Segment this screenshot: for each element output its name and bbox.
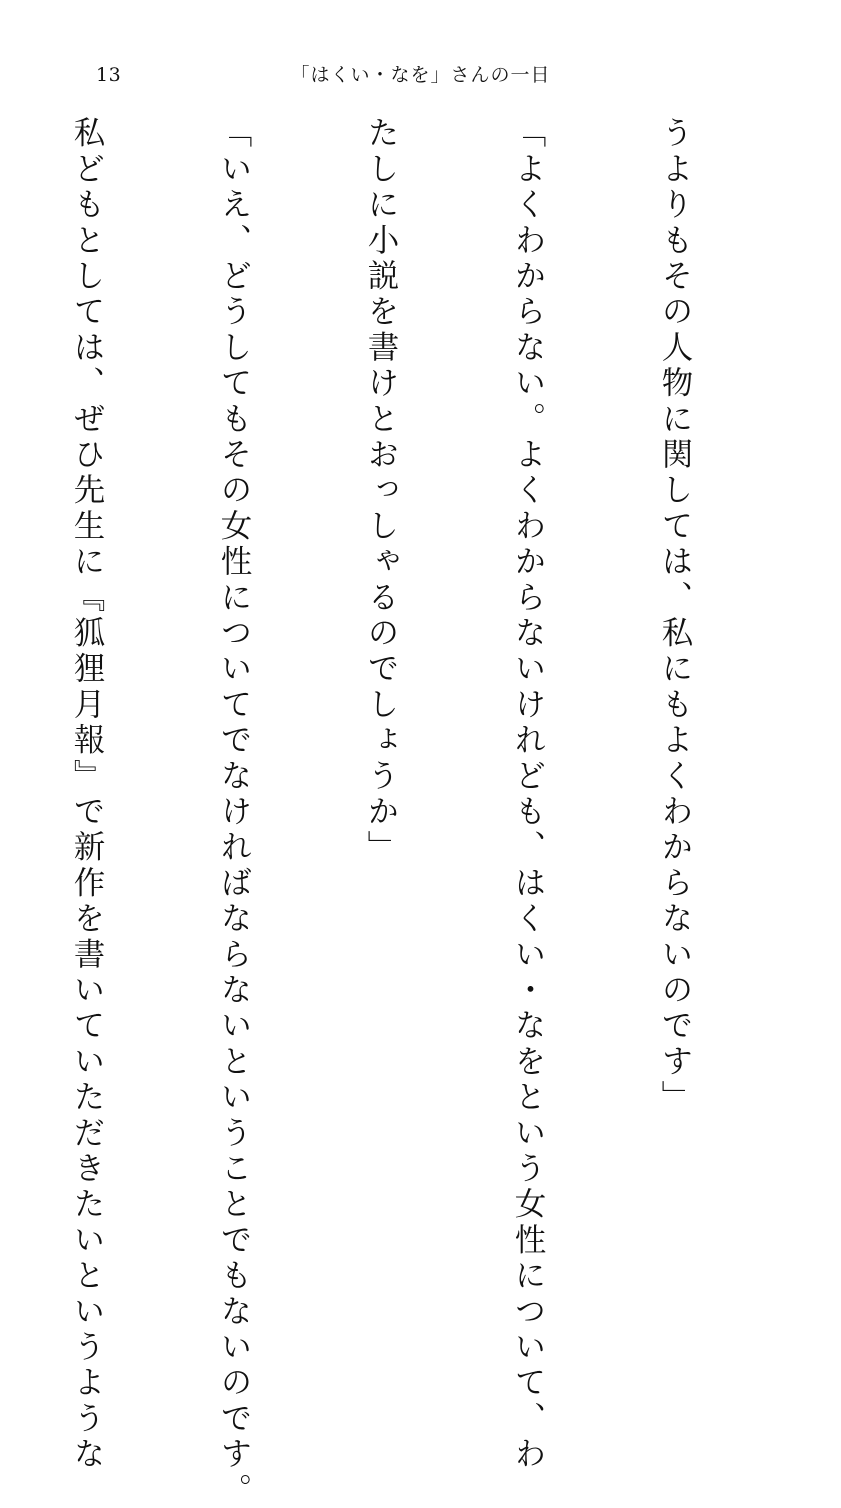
text-line: 「よくわからない。よくわからないけれども、はくい・なをという女性について、わ — [510, 116, 546, 1473]
text-line: うよりもその人物に関しては、私にもよくわからないのです」 — [657, 116, 693, 1116]
page-number: 13 — [96, 64, 122, 86]
text-line: 私どもとしては、ぜひ先生に『狐狸月報』で新作を書いていただきたいというような — [69, 116, 105, 1473]
text-line: 「いえ、どうしてもその女性についてでなければならないということでもないのです。 — [216, 116, 252, 1508]
body-text — [0, 116, 797, 1508]
text-line: たしに小説を書けとおっしゃるのでしょうか」 — [363, 116, 399, 866]
running-head-title: 「はくい・なを」さんの一日 — [290, 64, 551, 86]
